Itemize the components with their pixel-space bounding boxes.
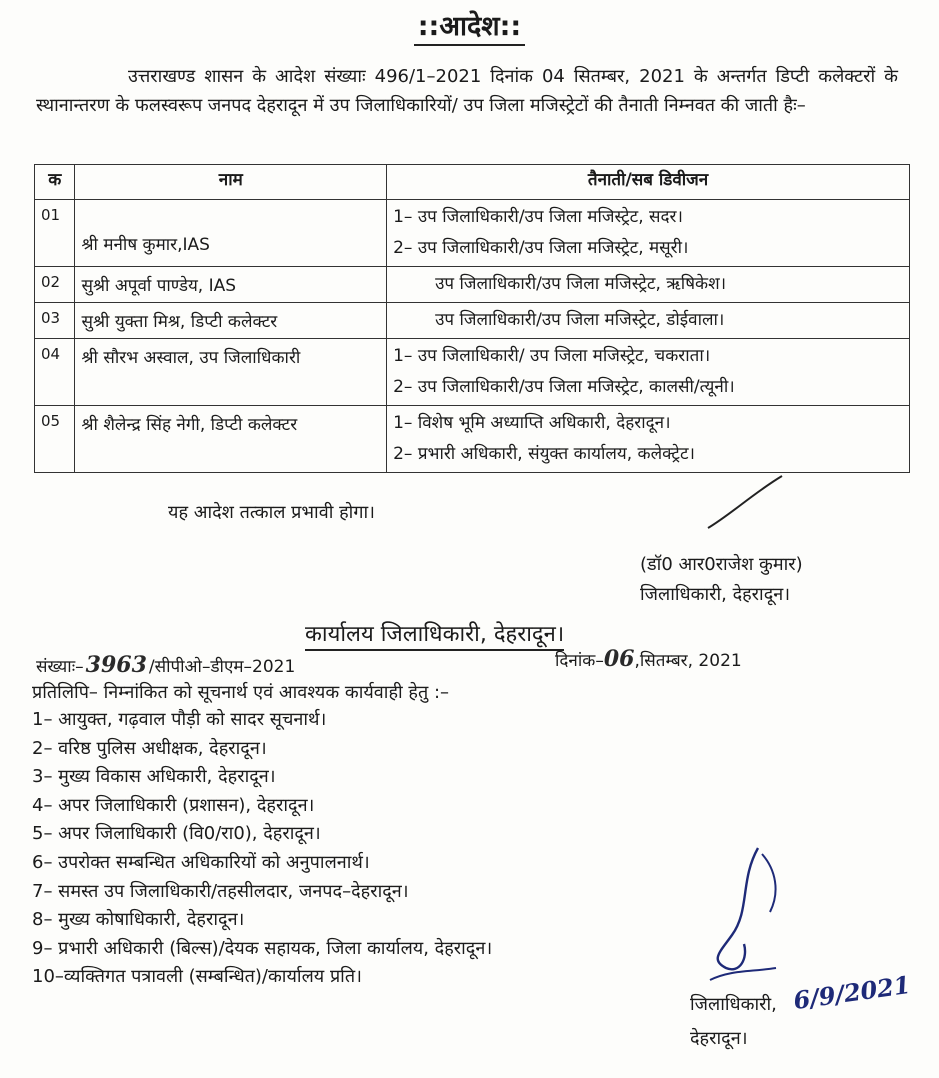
row-number: 02: [35, 267, 75, 303]
office-heading: कार्यालय जिलाधिकारी, देहरादून।: [305, 618, 564, 651]
row-name: श्री सौरभ अस्वाल, उप जिलाधिकारी: [75, 339, 387, 406]
reference-number-label: संख्याः–: [36, 657, 84, 677]
effect-statement: यह आदेश तत्काल प्रभावी होगा।: [168, 502, 375, 523]
posting-line: 1– उप जिलाधिकारी/उप जिला मजिस्ट्रेट, सदर।: [393, 207, 683, 227]
row-postings: [387, 267, 910, 303]
row-name: सुश्री अपूर्वा पाण्डेय, IAS: [75, 267, 387, 303]
table-row: [35, 406, 910, 473]
signature-scribble-icon: [680, 840, 800, 990]
row-name: सुश्री युक्ता मिश्र, डिप्टी कलेक्टर: [75, 303, 387, 339]
posting-line: 1– विशेष भूमि अध्याप्ति अधिकारी, देहरादून।: [393, 413, 671, 433]
list-item: 9– प्रभारी अधिकारी (बिल्स)/देयक सहायक, जिला कार्यालय, देहरादून।: [32, 937, 493, 959]
list-item: 5– अपर जिलाधिकारी (वि0/रा0), देहरादून।: [32, 823, 321, 845]
posting-line: 2– प्रभारी अधिकारी, संयुक्त कार्यालय, कलेक्ट्रेट।: [393, 444, 695, 464]
signatory-designation: जिलाधिकारी, देहरादून।: [640, 584, 791, 605]
header-number: क: [35, 165, 75, 200]
table-row: [35, 303, 910, 339]
list-item: 2– वरिष्ठ पुलिस अधीक्षक, देहरादून।: [32, 737, 267, 759]
signatory2-place: देहरादून।: [690, 1028, 748, 1049]
list-item: 10–व्यक्तिगत पत्रावली (सम्बन्धित)/कार्यालय प्रति।: [32, 966, 362, 988]
list-item: 3– मुख्य विकास अधिकारी, देहरादून।: [32, 766, 276, 788]
list-item: 6– उपरोक्त सम्बन्धित अधिकारियों को अनुपालनार्थ।: [32, 851, 370, 873]
reference-date-handwritten: 06: [603, 646, 635, 672]
row-number: 03: [35, 303, 75, 339]
header-name: नाम: [75, 165, 387, 200]
signatory2-block: [690, 988, 777, 1056]
row-name: श्री मनीष कुमार,IAS: [75, 200, 387, 267]
list-item: 7– समस्त उप जिलाधिकारी/तहसीलदार, जनपद–देहरादून।: [32, 880, 409, 902]
posting-line: 1– उप जिलाधिकारी/ उप जिला मजिस्ट्रेट, चकराता।: [393, 346, 711, 366]
row-postings: [387, 339, 910, 406]
header-posting: तैनाती/सब डिवीजन: [387, 165, 910, 200]
row-number: 04: [35, 339, 75, 406]
row-postings: [387, 406, 910, 473]
reference-number: [36, 652, 295, 678]
posting-line: 2– उप जिलाधिकारी/उप जिला मजिस्ट्रेट, मसूरी।: [393, 238, 689, 258]
row-postings: [387, 303, 910, 339]
row-number: 05: [35, 406, 75, 473]
posting-line: उप जिलाधिकारी/उप जिला मजिस्ट्रेट, ऋषिकेश।: [435, 274, 727, 294]
reference-number-suffix: /सीपीओ–डीएम–2021: [148, 657, 296, 677]
reference-date-label: दिनांक–: [555, 651, 604, 671]
row-postings: [387, 200, 910, 267]
signatory-name: (डॉ0 आर0राजेश कुमार): [640, 554, 803, 575]
order-intro: उत्तराखण्ड शासन के आदेश संख्याः 496/1–2021 दिनांक 04 सितम्बर, 2021 के अन्तर्गत डिप्टी कलेक्टरों के स्थानान्तरण के फलस्वरूप जनपद देहरादून में उप जिलाधिकारियों/ उप जिला मजिस्ट्रेटों की तैनाती निम्नवत की जाती हैः–: [36, 66, 898, 116]
table-row: [35, 267, 910, 303]
list-item: 8– मुख्य कोषाधिकारी, देहरादून।: [32, 909, 245, 931]
list-item: 1– आयुक्त, गढ़वाल पौड़ी को सादर सूचनार्थ।: [32, 709, 327, 730]
reference-date-suffix: ,सितम्बर, 2021: [634, 651, 742, 671]
table-row: [35, 339, 910, 406]
signatory-block: [640, 550, 803, 610]
posting-table: [34, 164, 910, 473]
table-header-row: [35, 165, 910, 200]
list-item: 4– अपर जिलाधिकारी (प्रशासन), देहरादून।: [32, 794, 315, 816]
table-row: [35, 200, 910, 267]
signature-handwritten-date: 6/9/2021: [791, 969, 913, 1016]
copy-list: [32, 706, 492, 992]
signature-stroke-icon: [700, 470, 790, 540]
signatory2-designation: जिलाधिकारी,: [690, 994, 777, 1015]
copy-intro: प्रतिलिपि– निम्नांकित को सूचनार्थ एवं आवश्यक कार्यवाही हेतु :–: [32, 682, 450, 703]
order-title: [0, 6, 939, 43]
posting-line: उप जिलाधिकारी/उप जिला मजिस्ट्रेट, डोईवाला।: [435, 310, 725, 330]
reference-number-handwritten: 3963: [85, 652, 147, 678]
posting-line: 2– उप जिलाधिकारी/उप जिला मजिस्ट्रेट, कालसी/त्यूनी।: [393, 377, 735, 397]
order-title-text: ::आदेश::: [414, 11, 525, 46]
row-name: श्री शैलेन्द्र सिंह नेगी, डिप्टी कलेक्टर: [75, 406, 387, 473]
row-number: 01: [35, 200, 75, 267]
reference-date: [555, 646, 742, 672]
